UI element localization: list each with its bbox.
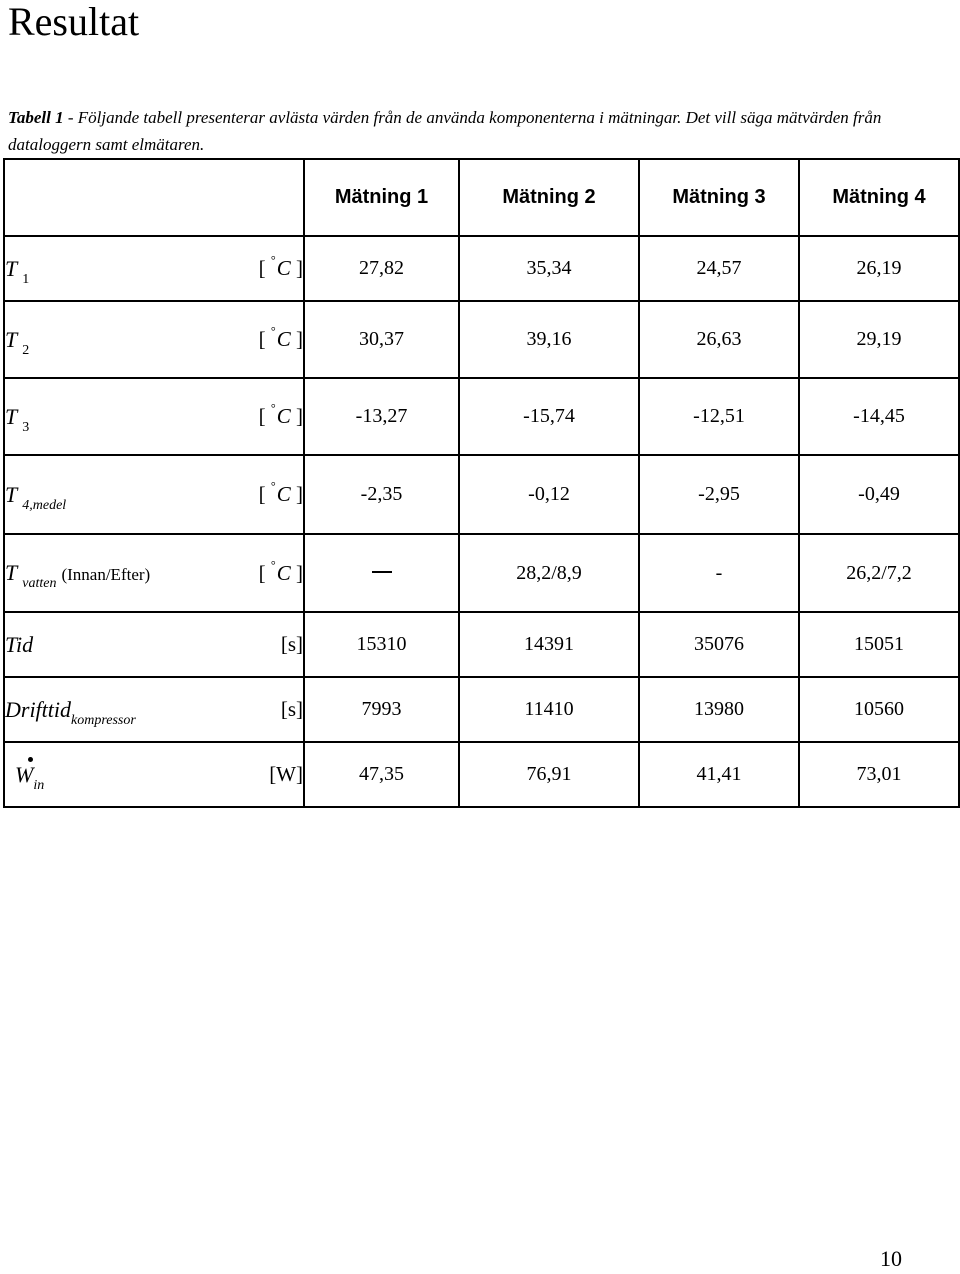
row-label-cell bbox=[4, 677, 304, 742]
value-cell: 15310 bbox=[304, 612, 459, 677]
row-label-cell bbox=[4, 742, 304, 807]
table-row bbox=[4, 236, 959, 301]
dash-mark bbox=[372, 571, 392, 573]
row-label-cell bbox=[4, 612, 304, 677]
value-cell: 15051 bbox=[799, 612, 959, 677]
value-cell: 35,34 bbox=[459, 236, 639, 301]
row-label-cell bbox=[4, 378, 304, 455]
value-cell: -2,35 bbox=[304, 455, 459, 534]
quantity-symbol: $W_{in}$ bbox=[15, 761, 45, 793]
value-cell: 73,01 bbox=[799, 742, 959, 807]
value-cell: -0,49 bbox=[799, 455, 959, 534]
quantity-symbol: Drifttid$_{kompressor}$ bbox=[5, 696, 136, 728]
column-header: Mätning 4 bbox=[799, 159, 959, 236]
unit-label: [ °C ] bbox=[258, 401, 303, 428]
unit-label: [s] bbox=[280, 697, 303, 721]
table-header-row bbox=[4, 159, 959, 236]
value-cell: 29,19 bbox=[799, 301, 959, 378]
degree-icon: ° bbox=[270, 324, 276, 338]
table-row bbox=[4, 742, 959, 807]
column-header: Mätning 1 bbox=[304, 159, 459, 236]
degree-icon: ° bbox=[270, 253, 276, 267]
value-cell: -15,74 bbox=[459, 378, 639, 455]
value-cell: - bbox=[639, 534, 799, 612]
value-cell: 26,63 bbox=[639, 301, 799, 378]
value-cell: -0,12 bbox=[459, 455, 639, 534]
quantity-symbol: T $_3$ bbox=[5, 403, 30, 435]
table-row bbox=[4, 455, 959, 534]
unit-label: [ °C ] bbox=[258, 479, 303, 506]
value-cell: 41,41 bbox=[639, 742, 799, 807]
unit-label: [ °C ] bbox=[258, 253, 303, 280]
value-cell: -12,51 bbox=[639, 378, 799, 455]
value-cell: 28,2/8,9 bbox=[459, 534, 639, 612]
table-row bbox=[4, 612, 959, 677]
unit-label: [ °C ] bbox=[258, 324, 303, 351]
quantity-symbol: T $_1$ bbox=[5, 255, 30, 287]
column-header: Mätning 2 bbox=[459, 159, 639, 236]
value-cell: 26,19 bbox=[799, 236, 959, 301]
column-header: Mätning 3 bbox=[639, 159, 799, 236]
unit-label: [W] bbox=[269, 762, 303, 786]
unit-label: [s] bbox=[280, 632, 303, 656]
page-heading: Resultat bbox=[8, 0, 140, 44]
value-cell: 47,35 bbox=[304, 742, 459, 807]
value-cell: 39,16 bbox=[459, 301, 639, 378]
page-number: 10 bbox=[880, 1246, 902, 1271]
row-label-cell bbox=[4, 236, 304, 301]
degree-icon: ° bbox=[270, 479, 276, 493]
value-cell: 10560 bbox=[799, 677, 959, 742]
row-label-cell bbox=[4, 455, 304, 534]
value-cell: 14391 bbox=[459, 612, 639, 677]
quantity-symbol: T $_{vatten}$ (Innan/Efter) bbox=[5, 560, 151, 591]
value-cell bbox=[304, 534, 459, 612]
degree-icon: ° bbox=[270, 401, 276, 415]
caption-label: Tabell 1 bbox=[8, 108, 64, 127]
value-cell: -2,95 bbox=[639, 455, 799, 534]
value-cell: 27,82 bbox=[304, 236, 459, 301]
row-label-cell bbox=[4, 534, 304, 612]
quantity-symbol: Tid bbox=[5, 631, 34, 657]
value-cell: 30,37 bbox=[304, 301, 459, 378]
value-cell: 24,57 bbox=[639, 236, 799, 301]
value-cell: 26,2/7,2 bbox=[799, 534, 959, 612]
quantity-symbol: T $_2$ bbox=[5, 326, 30, 358]
value-cell: -13,27 bbox=[304, 378, 459, 455]
caption-separator: - bbox=[63, 108, 78, 127]
value-cell: 76,91 bbox=[459, 742, 639, 807]
table-row bbox=[4, 301, 959, 378]
degree-icon: ° bbox=[270, 557, 276, 572]
value-cell: 7993 bbox=[304, 677, 459, 742]
table-caption bbox=[8, 104, 938, 158]
header-empty-cell bbox=[4, 159, 304, 236]
value-cell: 13980 bbox=[639, 677, 799, 742]
table-row bbox=[4, 534, 959, 612]
row-label-cell bbox=[4, 301, 304, 378]
value-cell: 11410 bbox=[459, 677, 639, 742]
table-row bbox=[4, 378, 959, 455]
value-cell: 35076 bbox=[639, 612, 799, 677]
caption-text: Följande tabell presenterar avlästa värden från de använda komponenterna i mätningar. Det vill säga mätvärden från dataloggern samt elmätaren. bbox=[8, 108, 882, 154]
value-cell: -14,45 bbox=[799, 378, 959, 455]
results-table bbox=[3, 158, 960, 808]
table-row bbox=[4, 677, 959, 742]
quantity-symbol: T $_{4,medel}$ bbox=[5, 481, 67, 513]
unit-label: [ °C ] bbox=[258, 557, 303, 585]
